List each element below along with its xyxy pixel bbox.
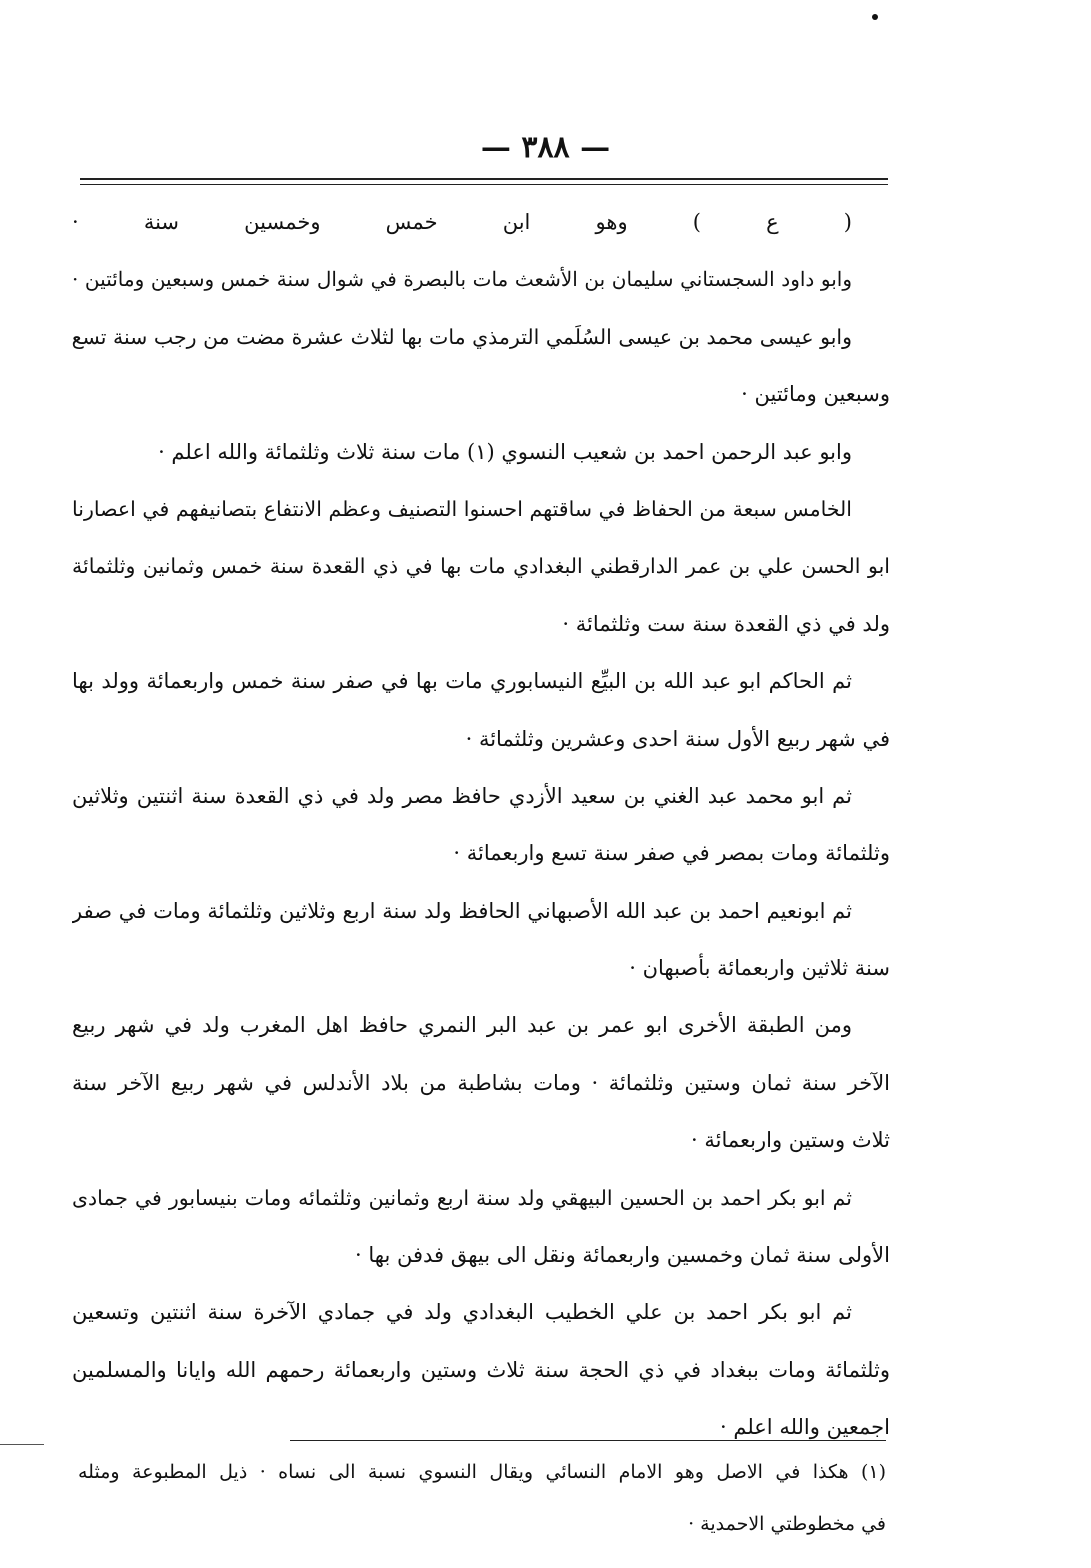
text-line: في شهر ربيع الأول سنة احدى وعشرين وثلثمائة · [465,726,890,751]
page-number: — ٣٨٨ — [480,130,611,165]
text-line: وابو عبد الرحمن احمد بن شعيب النسوي (١) مات سنة ثلاث وثلثمائة والله اعلم · [158,439,852,464]
text-line: ثم ابونعيم احمد بن عبد الله الأصبهاني الحافظ ولد سنة اربع وثلاثين وثلثمائة ومات في صفر [72,898,852,923]
text-line: سنة ثلاثين واربعمائة بأصبهان · [629,956,890,981]
main-text [72,194,890,1457]
footnote-rule [290,1440,886,1441]
text-line: ( ع ) وهو ابن خمس وخمسين سنة · [72,210,852,234]
footnote [78,1446,886,1550]
text-line: اجمعين والله اعلم · [720,1415,890,1440]
text-line: وابو عيسى محمد بن عيسى السُلَمي الترمذي مات بها لثلاث عشرة مضت من رجب سنة تسع [72,324,852,349]
text-line: وثلثمائة ومات ببغداد في ذي الحجة سنة ثلاث وستين واربعمائة رحمهم الله وايانا والمسلمين [72,1357,890,1382]
footnote-line: (١) هكذا في الاصل وهو الامام النسائي ويقال النسوي نسبة الى نساه · ذيل المطبوعة ومثله [78,1461,886,1483]
ink-dot [872,14,878,20]
text-line: الخامس سبعة من الحفاظ في ساقتهم احسنوا التصنيف وعظم الانتفاع بتصانيفهم في اعصارنا [72,496,852,521]
text-line: ثم الحاكم ابو عبد الله بن البيِّع النيسابوري مات بها في صفر سنة خمس واربعمائة وولد بها [72,669,852,694]
margin-scan-mark [0,1444,44,1445]
text-line: الآخر سنة ثمان وستين وثلثمائة · ومات بشاطبة من بلاد الأندلس في شهر ربيع الآخر سنة [72,1070,890,1095]
text-line: وسبعين ومائتين · [741,382,890,407]
text-line: ولد في ذي القعدة سنة ست وثلثمائة · [562,611,890,636]
text-line: وثلثمائة ومات بمصر في صفر سنة تسع واربعمائة · [453,841,890,866]
text-line: ثم ابو بكر احمد بن علي الخطيب البغدادي ولد في جمادي الآخرة سنة اثنتين وتسعين [72,1300,852,1325]
text-line: ثم ابو محمد عبد الغني بن سعيد الأزدي حافظ مصر ولد في ذي القعدة سنة اثنتين وثلاثين [72,783,852,808]
header-rule-thin [80,184,888,185]
footnote-line: في مخطوطتي الاحمدية · [688,1513,886,1535]
text-line: وابو داود السجستاني سليمان بن الأشعث مات بالبصرة في شوال سنة خمس وسبعين ومائتين · [72,267,852,292]
text-line: ومن الطبقة الأخرى ابو عمر بن عبد البر النمري حافظ اهل المغرب ولد في شهر ربيع [72,1013,852,1038]
text-line: الأولى سنة ثمان وخمسين واربعمائة ونقل الى بيهق فدفن بها · [355,1243,890,1268]
header-rule-thick [80,178,888,180]
text-line: ثم ابو بكر احمد بن الحسين البيهقي ولد سنة اربع وثمانين وثلثمائه ومات بنيسابور في جمادى [72,1185,852,1210]
text-line: ابو الحسن علي بن عمر الدارقطني البغدادي مات بها في ذي القعدة سنة خمس وثمانين وثلثمائة [72,554,890,579]
text-line: ثلاث وستين واربعمائة · [691,1128,890,1153]
